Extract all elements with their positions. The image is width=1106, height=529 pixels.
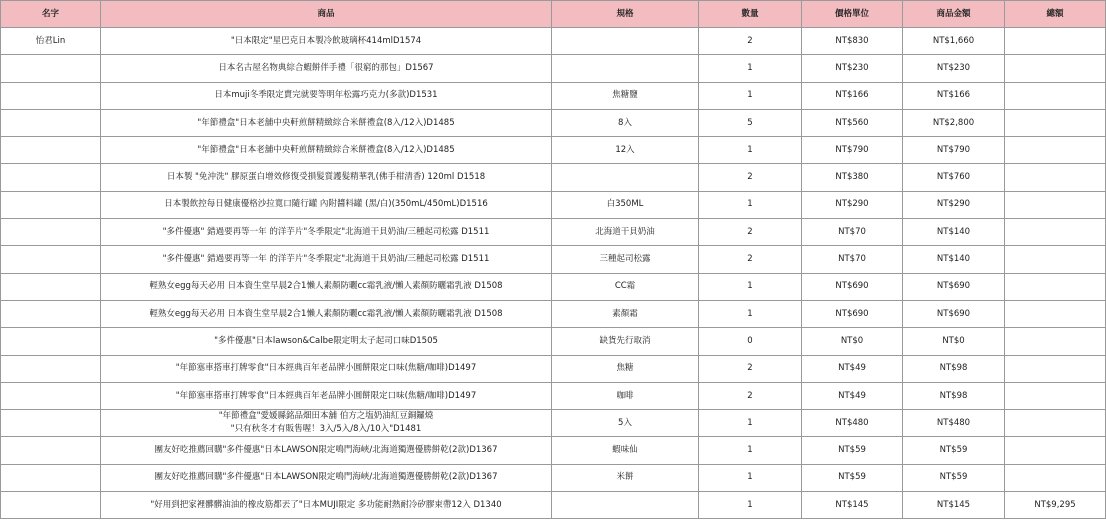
cell-qty: 1 [699, 55, 802, 82]
cell-name [1, 246, 101, 273]
table-row [1, 300, 1106, 327]
cell-product: "日本限定"星巴克日本製冷飲玻璃杯414mlD1574 [101, 28, 552, 55]
cell-unit-price: NT$830 [802, 28, 903, 55]
cell-spec: 焦糖鹽 [552, 82, 699, 109]
cell-unit-price: NT$49 [802, 382, 903, 409]
cell-spec: 缺貨先行取消 [552, 328, 699, 355]
cell-qty: 2 [699, 219, 802, 246]
cell-unit-price: NT$230 [802, 55, 903, 82]
cell-qty: 1 [699, 273, 802, 300]
table-row [1, 464, 1106, 491]
cell-name [1, 219, 101, 246]
cell-name [1, 410, 101, 437]
table-row [1, 219, 1106, 246]
cell-unit-price: NT$0 [802, 328, 903, 355]
cell-product: 日本製 "免沖洗" 膠原蛋白增效修復受損髮質護髮精華乳(佛手柑清香) 120ml D1518 [101, 164, 552, 191]
col-header-unit-price: 價格單位 [802, 1, 903, 28]
cell-spec: CC霜 [552, 273, 699, 300]
cell-amount: NT$140 [903, 219, 1005, 246]
cell-spec: 焦糖 [552, 355, 699, 382]
cell-product: 日本名古屋名物典綜合蝦餅伴手禮「很窮的那包」D1567 [101, 55, 552, 82]
header-row [1, 1, 1106, 28]
cell-spec: 三種起司松露 [552, 246, 699, 273]
table-row [1, 382, 1106, 409]
cell-amount: NT$2,800 [903, 109, 1005, 136]
cell-product: 日本製飲控每日健康優格沙拉寬口隨行罐 內附醬料罐 (黑/白)(350mL/450mL)D1516 [101, 191, 552, 218]
cell-spec: 5入 [552, 410, 699, 437]
cell-spec: 白350ML [552, 191, 699, 218]
cell-amount: NT$140 [903, 246, 1005, 273]
cell-qty: 2 [699, 382, 802, 409]
cell-total [1005, 464, 1106, 491]
table-row [1, 164, 1106, 191]
cell-total [1005, 109, 1106, 136]
col-header-product: 商品 [101, 1, 552, 28]
cell-spec: 素顏霜 [552, 300, 699, 327]
col-header-spec: 規格 [552, 1, 699, 28]
cell-product: "多件優惠" 錯過要再等一年 的洋芋片"冬季限定"北海道干貝奶油/三種起司松露 D1511 [101, 246, 552, 273]
cell-unit-price: NT$560 [802, 109, 903, 136]
cell-total: NT$9,295 [1005, 492, 1106, 519]
cell-amount: NT$98 [903, 355, 1005, 382]
table-row [1, 109, 1106, 136]
cell-amount: NT$59 [903, 464, 1005, 491]
cell-unit-price: NT$59 [802, 437, 903, 464]
cell-spec [552, 492, 699, 519]
cell-product: "年節塞車搭車打牌零食"日本經典百年老品牌小圓餅限定口味(焦糖/咖啡)D1497 [101, 355, 552, 382]
cell-unit-price: NT$690 [802, 300, 903, 327]
cell-amount: NT$480 [903, 410, 1005, 437]
cell-total [1005, 355, 1106, 382]
cell-qty: 1 [699, 137, 802, 164]
cell-total [1005, 28, 1106, 55]
col-header-total: 總額 [1005, 1, 1106, 28]
cell-amount: NT$166 [903, 82, 1005, 109]
cell-qty: 1 [699, 464, 802, 491]
col-header-amount: 商品金額 [903, 1, 1005, 28]
cell-spec: 12入 [552, 137, 699, 164]
cell-total [1005, 191, 1106, 218]
cell-unit-price: NT$145 [802, 492, 903, 519]
cell-product: 輕熟女egg每天必用 日本資生堂早晨2合1懶人素顏防曬cc霜乳液/懶人素顏防曬霜乳液 D1508 [101, 300, 552, 327]
cell-qty: 1 [699, 82, 802, 109]
cell-amount: NT$690 [903, 273, 1005, 300]
cell-qty: 2 [699, 355, 802, 382]
cell-product: "多件優惠"日本lawson&Calbe限定明太子起司口味D1505 [101, 328, 552, 355]
cell-product: 團友好吃推薦回購"多件優惠"日本LAWSON限定鳴門海峽/北海道獨選優勝餅乾(2款)D1367 [101, 464, 552, 491]
cell-spec [552, 28, 699, 55]
table-row [1, 246, 1106, 273]
cell-name [1, 355, 101, 382]
cell-total [1005, 137, 1106, 164]
cell-product: "年節禮盒"日本老舖中央軒煎餅精緻綜合米餅禮盒(8入/12入)D1485 [101, 137, 552, 164]
cell-qty: 1 [699, 191, 802, 218]
cell-qty: 1 [699, 410, 802, 437]
cell-total [1005, 328, 1106, 355]
cell-product: 日本muji冬季限定賣完就要等明年松露巧克力(多款)D1531 [101, 82, 552, 109]
cell-unit-price: NT$70 [802, 219, 903, 246]
cell-spec: 8入 [552, 109, 699, 136]
cell-spec [552, 55, 699, 82]
cell-qty: 1 [699, 300, 802, 327]
cell-amount: NT$98 [903, 382, 1005, 409]
table-row [1, 55, 1106, 82]
cell-amount: NT$1,660 [903, 28, 1005, 55]
cell-product: "年節禮盒"日本老舖中央軒煎餅精緻綜合米餅禮盒(8入/12入)D1485 [101, 109, 552, 136]
cell-name [1, 55, 101, 82]
table-row [1, 410, 1106, 437]
cell-unit-price: NT$790 [802, 137, 903, 164]
cell-amount: NT$790 [903, 137, 1005, 164]
table-row [1, 355, 1106, 382]
cell-total [1005, 410, 1106, 437]
table-row [1, 28, 1106, 55]
cell-name [1, 300, 101, 327]
cell-spec: 北海道干貝奶油 [552, 219, 699, 246]
cell-product: "多件優惠" 錯過要再等一年 的洋芋片"冬季限定"北海道干貝奶油/三種起司松露 D1511 [101, 219, 552, 246]
table-row [1, 437, 1106, 464]
col-header-name: 名字 [1, 1, 101, 28]
cell-name [1, 492, 101, 519]
table-row [1, 492, 1106, 519]
cell-amount: NT$230 [903, 55, 1005, 82]
cell-unit-price: NT$59 [802, 464, 903, 491]
cell-product: "年節禮盒"愛媛縣銘品畑田本舖 伯方之塩奶油紅豆銅鑼燒 "只有秋冬才有販售喔！3入/5入/8入/10入"D1481 [101, 410, 552, 437]
cell-name [1, 273, 101, 300]
cell-name [1, 164, 101, 191]
cell-total [1005, 300, 1106, 327]
cell-total [1005, 55, 1106, 82]
cell-qty: 0 [699, 328, 802, 355]
cell-qty: 2 [699, 246, 802, 273]
cell-qty: 1 [699, 437, 802, 464]
cell-name [1, 464, 101, 491]
table-row [1, 273, 1106, 300]
cell-name [1, 328, 101, 355]
cell-product: 輕熟女egg每天必用 日本資生堂早晨2合1懶人素顏防曬cc霜乳液/懶人素顏防曬霜乳液 D1508 [101, 273, 552, 300]
cell-name [1, 382, 101, 409]
table-row [1, 137, 1106, 164]
cell-name [1, 191, 101, 218]
cell-spec [552, 164, 699, 191]
cell-unit-price: NT$290 [802, 191, 903, 218]
cell-name: 怡君Lin [1, 28, 101, 55]
cell-qty: 2 [699, 164, 802, 191]
cell-amount: NT$690 [903, 300, 1005, 327]
table-row [1, 328, 1106, 355]
cell-name [1, 137, 101, 164]
cell-total [1005, 437, 1106, 464]
cell-total [1005, 382, 1106, 409]
cell-unit-price: NT$166 [802, 82, 903, 109]
cell-qty: 2 [699, 28, 802, 55]
table-row [1, 82, 1106, 109]
cell-unit-price: NT$690 [802, 273, 903, 300]
cell-product: "年節塞車搭車打牌零食"日本經典百年老品牌小圓餅限定口味(焦糖/咖啡)D1497 [101, 382, 552, 409]
cell-amount: NT$760 [903, 164, 1005, 191]
cell-name [1, 82, 101, 109]
cell-name [1, 109, 101, 136]
cell-spec: 蝦味仙 [552, 437, 699, 464]
cell-spec: 咖啡 [552, 382, 699, 409]
cell-amount: NT$59 [903, 437, 1005, 464]
cell-total [1005, 82, 1106, 109]
cell-total [1005, 273, 1106, 300]
cell-qty: 5 [699, 109, 802, 136]
cell-qty: 1 [699, 492, 802, 519]
cell-total [1005, 219, 1106, 246]
cell-spec: 米餅 [552, 464, 699, 491]
cell-unit-price: NT$49 [802, 355, 903, 382]
cell-product: 團友好吃推薦回購"多件優惠"日本LAWSON限定鳴門海峽/北海道獨選優勝餅乾(2款)D1367 [101, 437, 552, 464]
table-row [1, 191, 1106, 218]
cell-product: "好用到把家裡髒髒油油的橡皮筋都丟了"日本MUJI限定 多功能耐熱耐冷矽膠束帶12入 D1340 [101, 492, 552, 519]
cell-amount: NT$145 [903, 492, 1005, 519]
cell-name [1, 437, 101, 464]
cell-total [1005, 164, 1106, 191]
cell-amount: NT$0 [903, 328, 1005, 355]
col-header-qty: 數量 [699, 1, 802, 28]
cell-unit-price: NT$480 [802, 410, 903, 437]
cell-unit-price: NT$70 [802, 246, 903, 273]
cell-amount: NT$290 [903, 191, 1005, 218]
cell-total [1005, 246, 1106, 273]
cell-unit-price: NT$380 [802, 164, 903, 191]
